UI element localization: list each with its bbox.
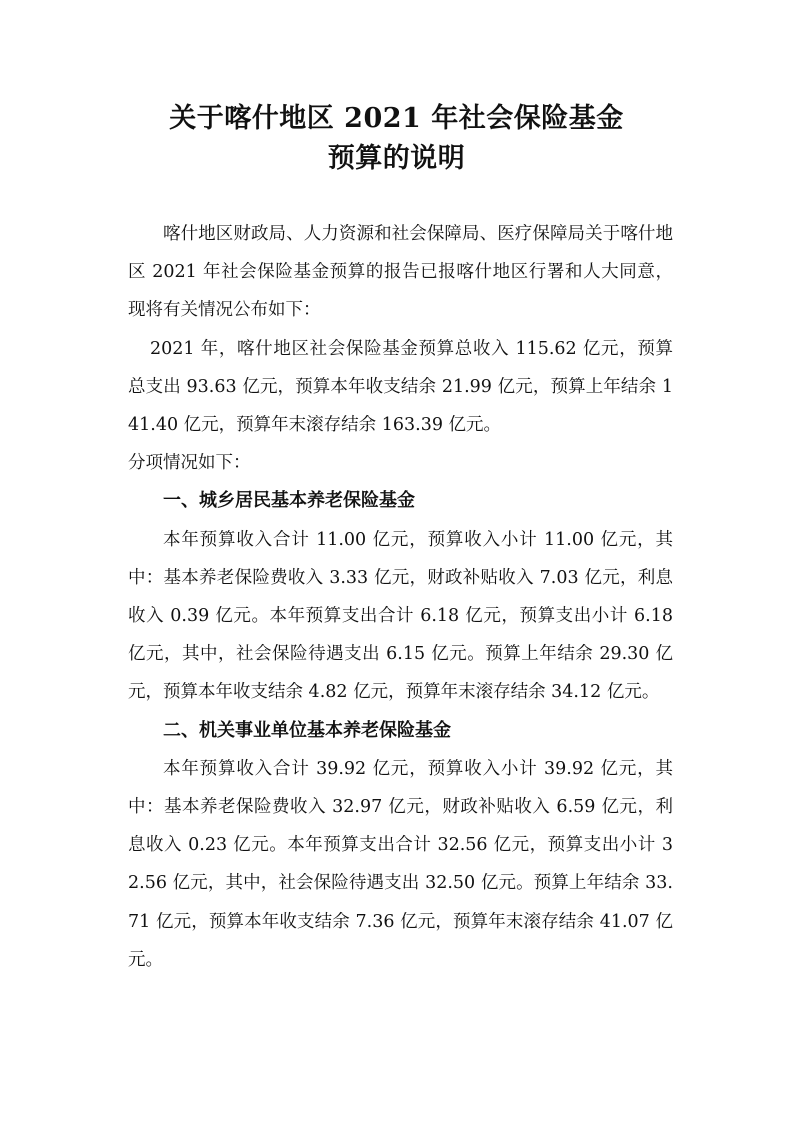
summary-tail: 分项情况如下： <box>128 453 251 474</box>
section1-paragraph: 本年预算收入合计 11.00 亿元，预算收入小计 11.00 亿元，其中：基本养老保险费收入 3.33 亿元，财政补贴收入 7.03 亿元，利息收入 0.39 亿元。本年预算支出合计 6.18 亿元，预算支出小计 6.18 亿元，其中，社会保险待遇支出 6.15 亿元。预算上年结余 29.30 亿元，预算本年收支结余 4.82 亿元，预算年末滚存结余 34.12 亿元。 <box>128 529 673 703</box>
section2-heading: 二、机关事业单位基本养老保险基金 <box>163 719 451 741</box>
document-title-line2: 预算的说明 <box>327 143 466 174</box>
summary-paragraph: 2021 年，喀什地区社会保险基金预算总收入 115.62 亿元，预算总支出 93.63 亿元，预算本年收支结余 21.99 亿元，预算上年结余 141.40 亿元，预算年末滚存结余 163.39 亿元。 <box>128 338 673 436</box>
section2-paragraph: 本年预算收入合计 39.92 亿元，预算收入小计 39.92 亿元，其中：基本养老保险费收入 32.97 亿元，财政补贴收入 6.59 亿元，利息收入 0.23 亿元。本年预算支出合计 32.56 亿元，预算支出小计 32.56 亿元，其中，社会保险待遇支出 32.50 亿元。预算上年结余 33.71 亿元，预算本年收支结余 7.36 亿元，预算年末滚存结余 41.07 亿元。 <box>128 758 673 970</box>
document-body <box>128 215 673 979</box>
intro-paragraph: 喀什地区财政局、人力资源和社会保障局、医疗保障局关于喀什地区 2021 年社会保险基金预算的报告已报喀什地区行署和人大同意，现将有关情况公布如下： <box>128 224 673 321</box>
section1-heading: 一、城乡居民基本养老保险基金 <box>163 490 415 512</box>
document-title-line1: 关于喀什地区 2021 年社会保险基金 <box>169 103 624 134</box>
